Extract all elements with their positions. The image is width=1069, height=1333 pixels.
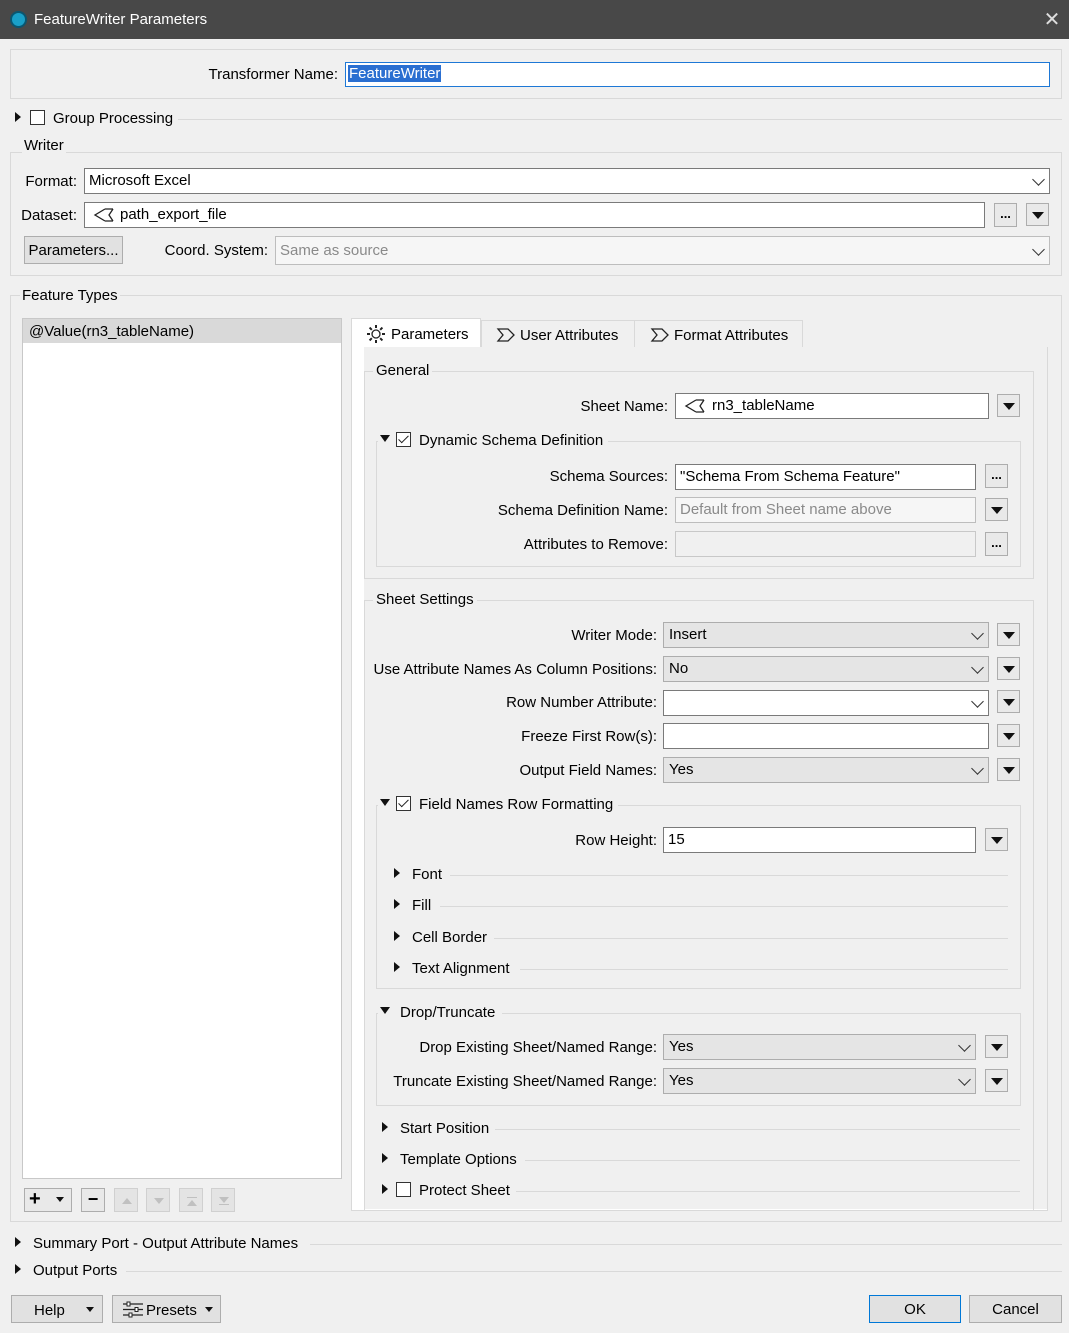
schema-sources-value: "Schema From Schema Feature" — [680, 468, 900, 485]
summary-port-expand-icon[interactable] — [15, 1237, 21, 1247]
text-alignment-section[interactable]: Text Alignment — [412, 960, 510, 977]
tab-user-attributes-label: User Attributes — [520, 327, 619, 344]
group-processing-checkbox[interactable] — [30, 110, 45, 125]
writer-mode-label: Writer Mode: — [571, 627, 657, 644]
expand-icon[interactable] — [394, 868, 400, 878]
truncate-existing-sheet-menu-button[interactable] — [985, 1069, 1008, 1092]
divider — [520, 969, 1008, 970]
schema-definition-name-menu-button[interactable] — [985, 498, 1008, 521]
move-top-button[interactable] — [179, 1188, 203, 1212]
writer-section-label: Writer — [24, 137, 64, 154]
use-attribute-names-value: No — [669, 660, 689, 677]
row-height-menu-button[interactable] — [985, 828, 1008, 851]
output-field-names-menu-button[interactable] — [997, 758, 1020, 781]
chevron-down-icon — [971, 627, 984, 640]
group-processing-expand-icon[interactable] — [15, 112, 21, 122]
format-select[interactable] — [84, 168, 1050, 194]
field-names-formatting-label: Field Names Row Formatting — [419, 796, 614, 813]
protect-sheet-checkbox[interactable] — [396, 1182, 411, 1197]
drop-existing-sheet-value: Yes — [669, 1038, 694, 1055]
coord-system-placeholder: Same as source — [280, 242, 389, 259]
gear-icon — [366, 324, 386, 344]
sheet-name-label: Sheet Name: — [580, 398, 668, 415]
dataset-label: Dataset: — [21, 207, 77, 224]
arrow-up-icon — [122, 1198, 132, 1204]
app-logo-icon — [10, 11, 27, 28]
expand-icon[interactable] — [394, 899, 400, 909]
tab-parameters-label: Parameters — [391, 326, 469, 343]
chevron-down-icon — [86, 1307, 94, 1312]
group-processing-label: Group Processing — [53, 110, 174, 127]
chevron-down-icon — [971, 695, 984, 708]
drop-existing-sheet-select[interactable] — [663, 1034, 976, 1060]
value-source-icon — [684, 398, 706, 414]
template-options-section[interactable]: Template Options — [400, 1151, 517, 1168]
list-item[interactable]: @Value(rn3_tableName) — [23, 319, 341, 343]
divider — [494, 938, 1008, 939]
row-height-label: Row Height: — [575, 832, 657, 849]
sigma-icon — [496, 327, 516, 343]
output-field-names-select[interactable] — [663, 757, 989, 783]
truncate-existing-sheet-value: Yes — [669, 1072, 694, 1089]
move-up-button[interactable] — [114, 1188, 138, 1212]
feature-type-list[interactable] — [22, 318, 342, 1179]
drop-existing-sheet-label: Drop Existing Sheet/Named Range: — [419, 1039, 657, 1056]
chevron-down-icon — [1032, 173, 1045, 186]
remove-feature-type-button[interactable]: − — [81, 1188, 105, 1212]
truncate-existing-sheet-select[interactable] — [663, 1068, 976, 1094]
output-field-names-value: Yes — [669, 761, 694, 778]
divider — [310, 1244, 1062, 1245]
expand-icon[interactable] — [394, 962, 400, 972]
help-button[interactable] — [11, 1295, 103, 1323]
use-attribute-names-label: Use Attribute Names As Column Positions: — [373, 661, 657, 678]
dynamic-schema-label: Dynamic Schema Definition — [419, 432, 604, 449]
schema-sources-browse-button[interactable]: ... — [985, 464, 1008, 488]
output-ports-expand-icon[interactable] — [15, 1264, 21, 1274]
summary-port-section[interactable]: Summary Port - Output Attribute Names — [33, 1235, 299, 1252]
dynamic-schema-checkbox[interactable] — [396, 432, 411, 447]
attributes-to-remove-browse-button[interactable]: ... — [985, 532, 1008, 556]
schema-sources-input[interactable] — [675, 464, 976, 490]
divider — [440, 906, 1008, 907]
start-position-section[interactable]: Start Position — [400, 1120, 490, 1137]
format-label: Format: — [25, 173, 77, 190]
field-names-formatting-checkbox[interactable] — [396, 796, 411, 811]
attributes-to-remove-input[interactable] — [675, 531, 976, 557]
freeze-first-rows-input[interactable] — [663, 723, 989, 749]
chevron-down-icon — [958, 1039, 971, 1052]
transformer-name-label: Transformer Name: — [208, 66, 338, 83]
parameters-button[interactable]: Parameters... — [24, 236, 123, 264]
chevron-down-icon — [205, 1307, 213, 1312]
writer-mode-value: Insert — [669, 626, 707, 643]
expand-icon[interactable] — [394, 931, 400, 941]
row-number-attribute-select[interactable] — [663, 690, 989, 716]
arrow-down-icon — [154, 1198, 164, 1204]
row-number-attribute-menu-button[interactable] — [997, 690, 1020, 713]
collapse-icon[interactable] — [380, 1007, 390, 1014]
window-title: FeatureWriter Parameters — [34, 11, 208, 28]
divider — [525, 1160, 1020, 1161]
cell-border-section[interactable]: Cell Border — [412, 929, 488, 946]
general-title: General — [373, 362, 432, 379]
help-label: Help — [34, 1302, 65, 1319]
coord-system-select[interactable] — [275, 236, 1050, 265]
expand-icon[interactable] — [382, 1122, 388, 1132]
cancel-button[interactable]: Cancel — [969, 1295, 1062, 1323]
format-value: Microsoft Excel — [89, 172, 191, 189]
freeze-first-rows-label: Freeze First Row(s): — [521, 728, 657, 745]
transformer-name-value: FeatureWriter — [349, 65, 441, 82]
use-attribute-names-menu-button[interactable] — [997, 657, 1020, 680]
tab-format-attributes[interactable] — [634, 320, 803, 348]
dataset-menu-button[interactable] — [1026, 203, 1049, 226]
writer-mode-menu-button[interactable] — [997, 623, 1020, 646]
font-section[interactable]: Font — [412, 866, 443, 883]
add-feature-type-button[interactable] — [24, 1188, 72, 1212]
presets-label: Presets — [146, 1302, 197, 1319]
output-field-names-label: Output Field Names: — [519, 762, 657, 779]
schema-definition-name-placeholder: Default from Sheet name above — [680, 501, 892, 518]
protect-sheet-label: Protect Sheet — [419, 1182, 510, 1199]
dataset-input[interactable] — [84, 202, 985, 228]
move-bottom-icon — [219, 1197, 229, 1203]
close-icon[interactable]: ✕ — [1043, 9, 1061, 31]
schema-sources-label: Schema Sources: — [549, 468, 668, 485]
sheet-name-menu-button[interactable] — [997, 394, 1020, 417]
tab-user-attributes[interactable] — [481, 320, 635, 348]
feature-types-label: Feature Types — [22, 287, 118, 304]
row-height-input[interactable] — [663, 827, 976, 853]
chevron-down-icon — [56, 1197, 64, 1202]
sheet-settings-title: Sheet Settings — [373, 591, 477, 608]
sheet-name-value: rn3_tableName — [712, 397, 815, 414]
sheet-name-input[interactable] — [675, 393, 989, 419]
move-down-button[interactable] — [146, 1188, 170, 1212]
title-bar — [0, 0, 1069, 39]
divider — [178, 119, 1062, 120]
transformer-name-input[interactable] — [345, 62, 1050, 87]
presets-button[interactable] — [112, 1295, 221, 1323]
tab-parameters[interactable] — [351, 318, 481, 348]
schema-definition-name-input[interactable] — [675, 497, 976, 523]
drop-truncate-label: Drop/Truncate — [400, 1004, 496, 1021]
row-height-value: 15 — [668, 831, 685, 848]
divider — [495, 1129, 1020, 1130]
move-top-icon — [187, 1197, 197, 1198]
move-bottom-button[interactable] — [211, 1188, 235, 1212]
expand-icon[interactable] — [382, 1184, 388, 1194]
row-number-attribute-label: Row Number Attribute: — [506, 694, 657, 711]
attributes-to-remove-label: Attributes to Remove: — [523, 536, 668, 553]
presets-sliders-icon — [122, 1301, 144, 1318]
sigma-icon — [650, 327, 670, 343]
coord-system-label: Coord. System: — [164, 242, 268, 259]
divider — [126, 1271, 1062, 1272]
dataset-browse-button[interactable]: ... — [994, 203, 1017, 227]
divider — [516, 1191, 1020, 1192]
schema-definition-name-label: Schema Definition Name: — [497, 502, 668, 519]
freeze-first-rows-menu-button[interactable] — [997, 724, 1020, 747]
expand-icon[interactable] — [382, 1153, 388, 1163]
chevron-down-icon — [971, 762, 984, 775]
divider — [450, 875, 1008, 876]
chevron-down-icon — [958, 1073, 971, 1086]
collapse-icon[interactable] — [380, 799, 390, 806]
writer-mode-select[interactable] — [663, 622, 989, 648]
fill-section[interactable]: Fill — [412, 897, 432, 914]
collapse-icon[interactable] — [380, 435, 390, 442]
output-ports-section[interactable]: Output Ports — [33, 1262, 118, 1279]
dataset-value: path_export_file — [120, 206, 227, 223]
value-source-icon — [93, 207, 115, 223]
plus-icon: + — [29, 1188, 41, 1210]
drop-existing-sheet-menu-button[interactable] — [985, 1035, 1008, 1058]
chevron-down-icon — [971, 661, 984, 674]
chevron-down-icon — [1032, 243, 1045, 256]
use-attribute-names-select[interactable] — [663, 656, 989, 682]
truncate-existing-sheet-label: Truncate Existing Sheet/Named Range: — [393, 1073, 657, 1090]
tab-format-attributes-label: Format Attributes — [674, 327, 789, 344]
ok-button[interactable]: OK — [869, 1295, 961, 1323]
